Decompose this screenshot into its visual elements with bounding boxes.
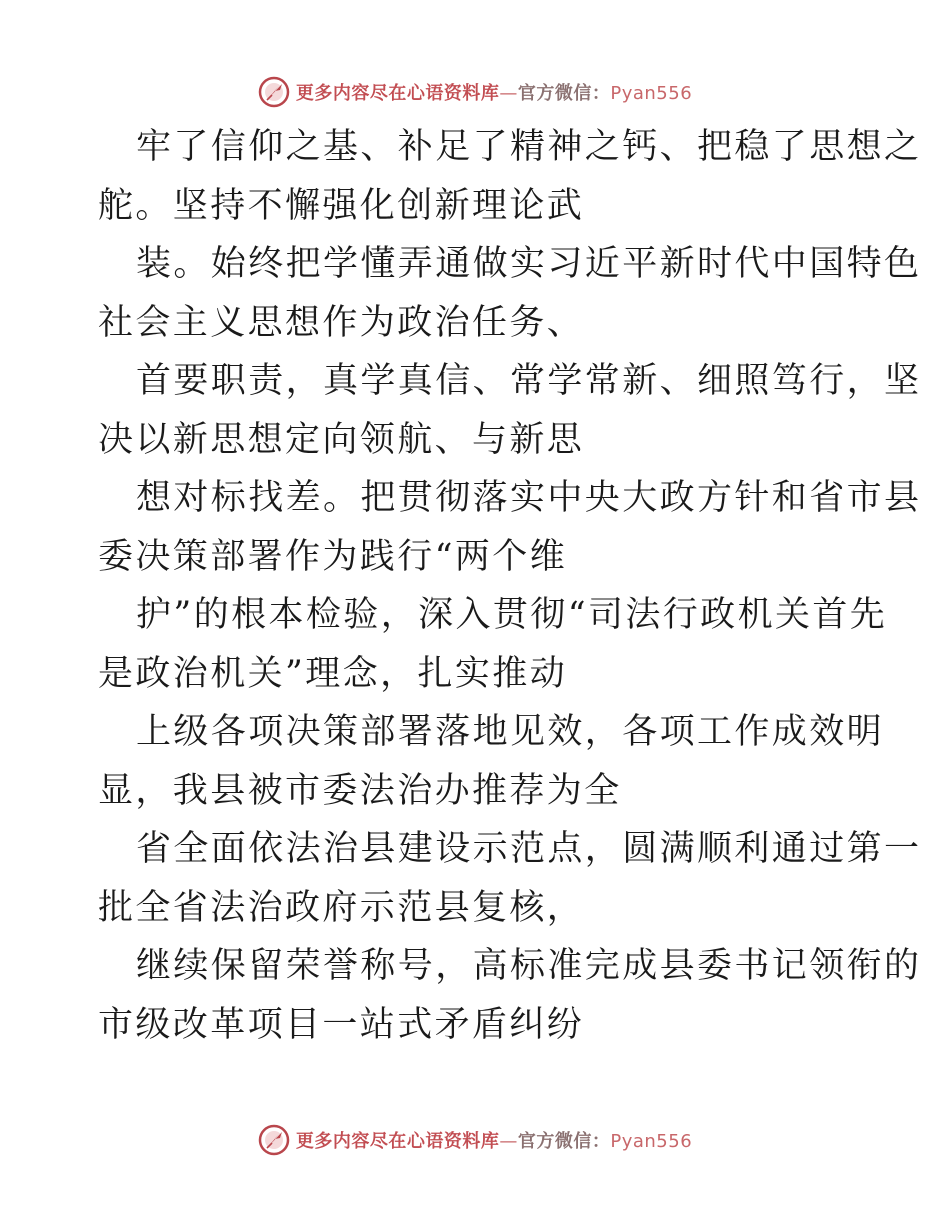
text-line: 装。始终把学懂弄通做实习近平新时代中国特色 [136, 244, 922, 284]
footer-banner-inner [258, 1124, 692, 1156]
text-line: 想对标找差。把贯彻落实中央大政方针和省市县 [136, 478, 922, 518]
text-line: 首要职责，真学真信、常学常新、细照笃行，坚 [136, 361, 922, 401]
text-line: 批全省法治政府示范县复核， [98, 887, 585, 928]
text-line: 委决策部署作为践行“两个维 [98, 536, 568, 577]
text-line: 舵。坚持不懈强化创新理论武 [98, 185, 585, 226]
wechat-id: Pyan556 [610, 83, 693, 104]
quill-logo-icon [258, 1124, 290, 1156]
text-line: 护”的根本检验，深入贯彻“司法行政机关首先 [136, 595, 888, 635]
text-line: 是政治机关”理念，扎实推动 [98, 653, 568, 694]
text-line: 继续保留荣誉称号，高标准完成县委书记领衔的 [136, 946, 922, 986]
document-body [98, 118, 922, 1054]
quill-logo-icon [258, 76, 290, 108]
header-banner [0, 72, 950, 112]
text-line: 显，我县被市委法治办推荐为全 [98, 770, 622, 811]
wechat-label: 官方微信： [517, 1131, 611, 1152]
text-line: 决以新思想定向领航、与新思 [98, 419, 585, 460]
banner-dash: — [499, 83, 518, 104]
text-line: 上级各项决策部署落地见效，各项工作成效明 [136, 712, 885, 752]
header-banner-inner [258, 76, 692, 108]
brand-name: 更多内容尽在心语资料库 [295, 83, 500, 104]
header-banner-text [296, 79, 692, 105]
wechat-label: 官方微信： [517, 83, 611, 104]
wechat-id: Pyan556 [610, 1131, 693, 1152]
brand-name: 更多内容尽在心语资料库 [295, 1131, 500, 1152]
footer-banner-text [296, 1127, 692, 1153]
text-line: 市级改革项目一站式矛盾纠纷 [98, 1004, 585, 1045]
banner-dash: — [499, 1131, 518, 1152]
footer-banner [0, 1120, 950, 1160]
text-line: 省全面依法治县建设示范点，圆满顺利通过第一 [136, 829, 922, 869]
text-line: 牢了信仰之基、补足了精神之钙、把稳了思想之 [136, 127, 922, 167]
text-line: 社会主义思想作为政治任务、 [98, 302, 585, 343]
